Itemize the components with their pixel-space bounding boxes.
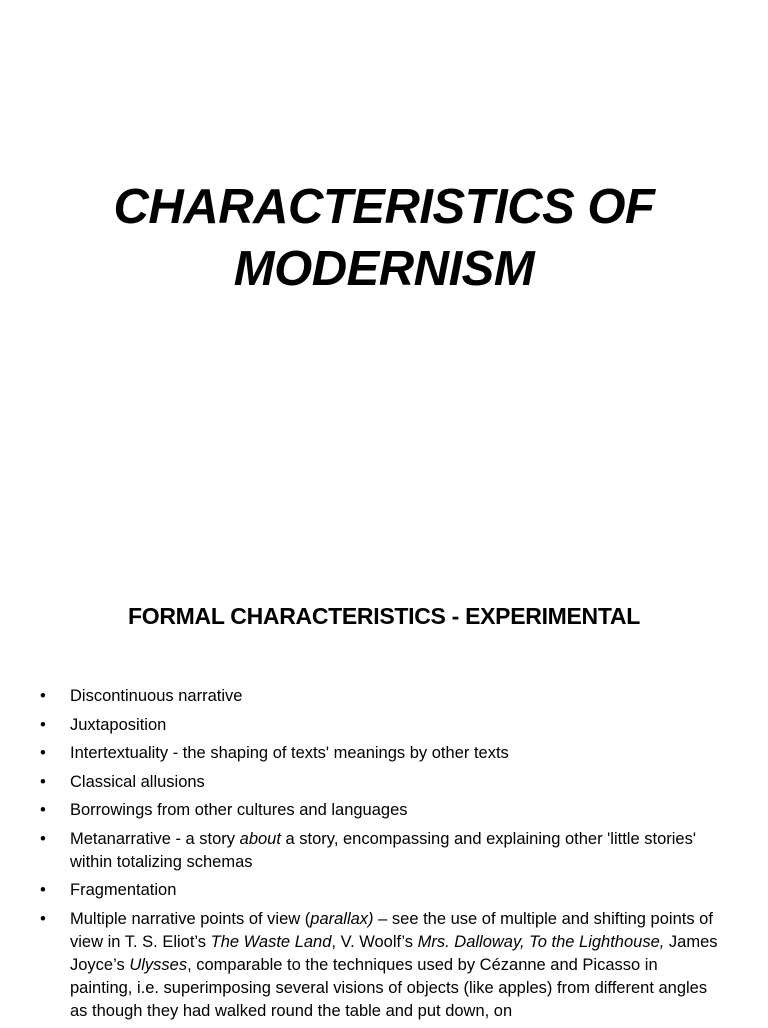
bullet-text-italic: The Waste Land: [210, 932, 332, 951]
bullet-marker: •: [40, 687, 46, 705]
bullet-text-run: Multiple narrative points of view (: [70, 909, 311, 928]
bullet-text-run: Metanarrative - a story: [70, 829, 240, 848]
bullet-text: [70, 687, 242, 705]
bullet-marker: •: [40, 715, 46, 734]
bullet-marker: •: [40, 801, 46, 819]
slide-title-line-2: MODERNISM: [233, 242, 535, 296]
bullet-item: [0, 771, 768, 794]
bullet-marker: •: [40, 909, 46, 928]
section-heading: FORMAL CHARACTERISTICS - EXPERIMENTAL: [128, 603, 640, 629]
slide-title-line-1: CHARACTERISTICS OF: [113, 180, 655, 234]
bullet-text: [70, 881, 176, 899]
bullet-text-run: Juxtaposition: [70, 715, 167, 734]
bullet-marker: •: [40, 772, 46, 791]
bullet-list: [0, 685, 768, 1028]
bullet-item: [0, 879, 768, 902]
bullet-text-italic: about: [239, 829, 281, 848]
bullet-text-run: Fragmentation: [70, 881, 177, 899]
bullet-text-run: Borrowings from other cultures and languages: [70, 801, 408, 819]
bullet-text-italic: parallax): [310, 909, 374, 928]
bullet-text: [70, 910, 718, 1020]
bullet-item: [0, 799, 768, 822]
bullet-item: [0, 685, 768, 708]
bullet-text: [70, 716, 166, 734]
bullet-text-italic: Ulysses: [129, 955, 188, 974]
bullet-item: [0, 908, 768, 1023]
bullet-item: [0, 714, 768, 737]
bullet-text-run: James Joyce’s: [70, 932, 718, 974]
bullet-text-run: a story, encompassing and explaining other 'little stories' within totalizing schemas: [70, 829, 696, 871]
bullet-text-italic: Mrs. Dalloway, To the Lighthouse,: [417, 932, 665, 951]
bullet-text-run: Discontinuous narrative: [70, 687, 243, 705]
bullet-text: [70, 744, 509, 762]
bullet-text-run: Intertextuality - the shaping of texts' meanings by other texts: [70, 744, 509, 762]
bullet-text-run: – see the use of multiple and shifting points of view in T. S. Eliot’s: [70, 909, 713, 951]
slide-title: [0, 176, 768, 300]
bullet-marker: •: [40, 744, 46, 762]
bullet-item: [0, 828, 768, 874]
bullet-marker: •: [40, 829, 46, 848]
bullet-text-run: , comparable to the techniques used by Cézanne and Picasso in painting, i.e. superimposing several visions of objects (like apples) from different angles as though they had walked round the table and put down, on: [70, 955, 708, 1020]
bullet-text: [70, 773, 205, 791]
bullet-text-run: , V. Woolf’s: [331, 932, 418, 951]
bullet-marker: •: [40, 881, 46, 899]
bullet-text-run: Classical allusions: [70, 772, 205, 791]
bullet-item: [0, 742, 768, 765]
bullet-text: [70, 801, 408, 819]
bullet-text: [70, 830, 696, 871]
